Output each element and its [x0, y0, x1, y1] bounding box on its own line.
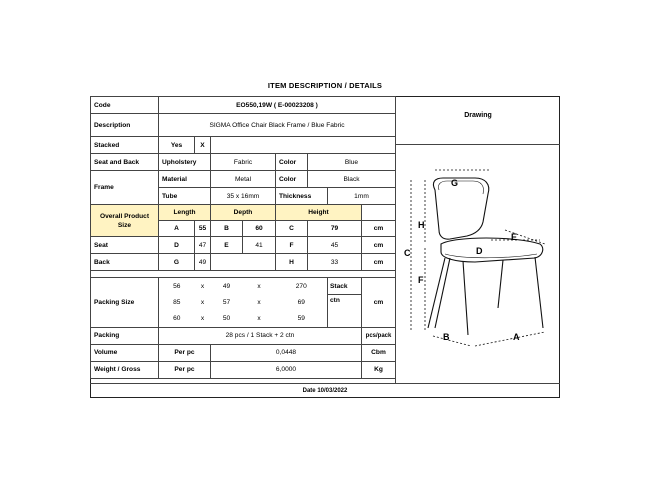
seat-back-label: Seat and Back	[91, 154, 159, 171]
pack-ctn-label: ctn	[328, 295, 362, 328]
dim-g-label: G	[159, 254, 195, 271]
length-header: Length	[159, 205, 211, 221]
drawing-separator	[396, 144, 560, 145]
chair-seat-edge	[445, 254, 537, 258]
dim-h-value: 33	[308, 254, 362, 271]
dim-f-value: 45	[308, 237, 362, 254]
pack-1-depth: 49	[211, 278, 243, 295]
overall-size-label: Overall Product Size	[91, 205, 159, 237]
row-volume	[91, 344, 396, 361]
seat-label: Seat	[91, 237, 159, 254]
overall-unit: cm	[362, 221, 396, 237]
tube-value: 35 x 16mm	[211, 188, 276, 205]
spacer-cell	[91, 271, 396, 278]
stacked-label: Stacked	[91, 137, 159, 154]
row-frame-material	[91, 171, 396, 188]
label-a: A	[513, 332, 520, 342]
upholstery-value: Fabric	[211, 154, 276, 171]
label-b: B	[443, 332, 450, 342]
pack-3-depth: 50	[211, 311, 243, 328]
chair-leg-back-mid	[498, 260, 503, 308]
dim-line-a	[475, 332, 545, 346]
frame-color-label: Color	[276, 171, 308, 188]
pack-stack-label: Stack	[328, 278, 362, 295]
row-stacked	[91, 137, 396, 154]
frame-label: Frame	[91, 171, 159, 205]
row-description	[91, 114, 396, 137]
page-title: ITEM DESCRIPTION / DETAILS	[267, 81, 383, 90]
spec-table	[90, 96, 396, 379]
chair-seat	[441, 238, 543, 262]
dim-c-label: C	[276, 221, 308, 237]
upholstery-label: Upholstery	[159, 154, 211, 171]
dim-c-value: 79	[308, 221, 362, 237]
packing-size-label: Packing Size	[91, 278, 159, 328]
dim-f-label: F	[276, 237, 308, 254]
chair-drawing	[395, 160, 560, 360]
label-g: G	[451, 178, 459, 188]
depth-header: Depth	[211, 205, 276, 221]
row-overall-head	[91, 205, 396, 221]
chair-leg-back-right	[535, 257, 543, 328]
row-spacer	[91, 271, 396, 278]
chair-leg-front-right	[463, 261, 468, 335]
date-footer: Date 10/03/2022	[90, 383, 560, 398]
packing-unit: pcs/pack	[362, 327, 396, 344]
volume-per: Per pc	[159, 344, 211, 361]
stacked-mark: X	[195, 137, 211, 154]
drawing-title: Drawing	[464, 112, 492, 119]
pack-1-x1: x	[195, 278, 211, 295]
pack-2-x2: x	[257, 299, 261, 306]
dim-b-value: 60	[243, 221, 276, 237]
pack-1-height: 270	[276, 278, 328, 295]
code-value: EO550,19W ( E-00023208 )	[159, 97, 396, 114]
tube-label: Tube	[159, 188, 211, 205]
pack-3-x1: x	[195, 311, 211, 328]
pack-1-length: 56	[159, 278, 195, 295]
packing-size-unit: cm	[362, 278, 396, 328]
weight-per: Per pc	[159, 361, 211, 378]
dim-a-label: A	[159, 221, 195, 237]
dim-line-b	[433, 336, 471, 346]
seat-unit: cm	[362, 237, 396, 254]
stacked-empty	[211, 137, 396, 154]
dim-g-value: 49	[195, 254, 211, 271]
overall-head-empty	[362, 205, 396, 221]
packing-value: 28 pcs / 1 Stack + 2 ctn	[159, 327, 362, 344]
row-code	[91, 97, 396, 114]
pack-2-depth: 57	[222, 299, 231, 306]
pack-2-height: 69	[276, 295, 328, 311]
row-weight	[91, 361, 396, 378]
volume-unit: Cbm	[362, 344, 396, 361]
pack-2-length: 85	[173, 299, 181, 306]
stacked-value: Yes	[159, 137, 195, 154]
back-unit: cm	[362, 254, 396, 271]
label-c: C	[404, 248, 411, 258]
row-packing	[91, 327, 396, 344]
dim-h-label: H	[276, 254, 308, 271]
description-label: Description	[91, 114, 159, 137]
weight-value: 6,0000	[211, 361, 362, 378]
chair-backrest	[433, 178, 488, 239]
seat-back-color-label: Color	[276, 154, 308, 171]
label-d: D	[476, 246, 483, 256]
row-back	[91, 254, 396, 271]
pack-3-length: 60	[159, 311, 195, 328]
weight-unit: Kg	[362, 361, 396, 378]
dim-d-label: D	[159, 237, 195, 254]
label-e: E	[511, 232, 518, 242]
height-header: Height	[276, 205, 362, 221]
frame-material-value: Metal	[211, 171, 276, 188]
dim-b-label: B	[211, 221, 243, 237]
label-h: H	[418, 220, 425, 230]
code-label: Code	[91, 97, 159, 114]
pack-2-x1: x	[200, 299, 205, 306]
description-value: SIGMA Office Chair Black Frame / Blue Fabric	[159, 114, 396, 137]
pack-3-height: 59	[276, 311, 328, 328]
dim-d-value: 47	[195, 237, 211, 254]
back-empty	[211, 254, 276, 271]
frame-color-value: Black	[308, 171, 396, 188]
seat-back-color-value: Blue	[308, 154, 396, 171]
pack-3-x2: x	[243, 311, 276, 328]
chair-backrest-inner	[438, 181, 483, 194]
back-label: Back	[91, 254, 159, 271]
frame-material-label: Material	[159, 171, 211, 188]
volume-label: Volume	[91, 344, 159, 361]
thickness-label: Thickness	[276, 188, 328, 205]
label-f: F	[418, 275, 424, 285]
pack-1-x2: x	[243, 278, 276, 295]
packing-label: Packing	[91, 327, 159, 344]
dim-e-value: 41	[243, 237, 276, 254]
row-seat-back	[91, 154, 396, 171]
volume-value: 0,0448	[211, 344, 362, 361]
row-pack-1	[91, 278, 396, 295]
row-seat	[91, 237, 396, 254]
dim-e-label: E	[211, 237, 243, 254]
dim-a-value: 55	[195, 221, 211, 237]
weight-label: Weight / Gross	[91, 361, 159, 378]
thickness-value: 1mm	[328, 188, 396, 205]
